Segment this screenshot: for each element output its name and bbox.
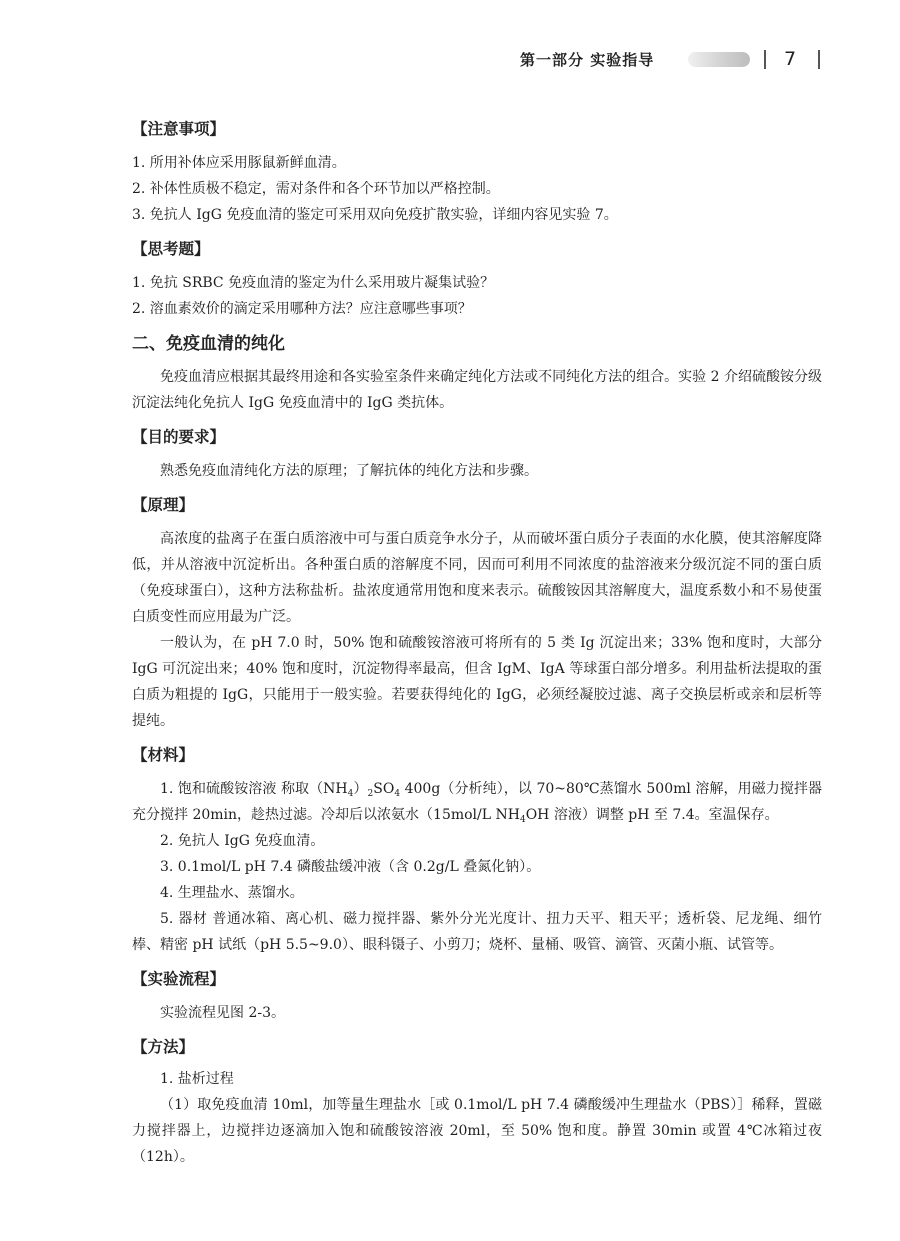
page-body: [132, 118, 822, 1170]
principle-heading: 【原理】: [132, 496, 195, 514]
questions-heading: 【思考题】: [132, 240, 210, 258]
materials-item-1: [132, 776, 822, 828]
materials-item-1-part-d: 400g（分析纯），以 70~80℃蒸馏水 500ml 溶解，用磁力搅拌器充分搅拌 20min，趁热过滤。冷却后以浓氨水（15mol/L NH: [132, 781, 823, 823]
materials-heading: 【材料】: [132, 746, 195, 764]
header-decorative-bar: [688, 52, 750, 67]
running-header-title: 第一部分 实验指导: [520, 51, 655, 69]
notes-item-1: 1. 所用补体应采用豚鼠新鲜血清。: [132, 155, 346, 171]
subscript-2: 2: [367, 789, 374, 799]
principle-paragraph-2: 一般认为，在 pH 7.0 时，50% 饱和硫酸铵溶液可将所有的 5 类 Ig 沉淀出来；33% 饱和度时，大部分 IgG 可沉淀出来；40% 饱和度时，沉淀物得率最高，但含 IgM、IgA 等球蛋白部分增多。利用盐析法提取的蛋白质为粗提的 IgG，只能用于一般实验。若要获得纯化的 IgG，必须经凝胶过滤、离子交换层析或亲和层析等提纯。: [132, 635, 822, 729]
materials-item-1-part-b: ）: [353, 781, 368, 797]
questions-item-1: 1. 免抗 SRBC 免疫血清的鉴定为什么采用玻片凝集试验？: [132, 275, 495, 291]
subscript-4a: 4: [347, 789, 354, 799]
method-subheading-1: 1. 盐析过程: [160, 1071, 234, 1087]
notes-item-3: 3. 免抗人 IgG 免疫血清的鉴定可采用双向免疫扩散实验，详细内容见实验 7。: [132, 207, 618, 223]
materials-item-1-part-a: 1. 饱和硫酸铵溶液 称取（NH: [160, 781, 348, 797]
aims-text: 熟悉免疫血清纯化方法的原理；了解抗体的纯化方法和步骤。: [160, 463, 538, 479]
header-divider-left: [764, 50, 766, 69]
section-intro: 免疫血清应根据其最终用途和各实验室条件来确定纯化方法或不同纯化方法的组合。实验 2 介绍硫酸铵分级沉淀法纯化免抗人 IgG 免疫血清中的 IgG 类抗体。: [132, 369, 822, 411]
materials-item-2: 2. 免抗人 IgG 免疫血清。: [160, 833, 325, 849]
materials-item-3: 3. 0.1mol/L pH 7.4 磷酸盐缓冲液（含 0.2g/L 叠氮化钠）。: [160, 859, 541, 875]
notes-item-2: 2. 补体性质极不稳定，需对条件和各个环节加以严格控制。: [132, 181, 500, 197]
flow-text: 实验流程见图 2-3。: [160, 1005, 285, 1021]
materials-item-4: 4. 生理盐水、蒸馏水。: [160, 885, 304, 901]
questions-item-2: 2. 溶血素效价的滴定采用哪种方法？应注意哪些事项？: [132, 301, 472, 317]
aims-heading: 【目的要求】: [132, 428, 226, 446]
section-title: 二、免疫血清的纯化: [132, 334, 285, 354]
materials-item-1-part-c: SO: [373, 781, 395, 797]
notes-heading: 【注意事项】: [132, 120, 226, 138]
method-heading: 【方法】: [132, 1038, 195, 1056]
principle-paragraph-1: 高浓度的盐离子在蛋白质溶液中可与蛋白质竞争水分子，从而破坏蛋白质分子表面的水化膜，使其溶解度降低，并从溶液中沉淀析出。各种蛋白质的溶解度不同，因而可利用不同浓度的盐溶液来分级沉淀不同的蛋白质（免疫球蛋白），这种方法称盐析。盐浓度通常用饱和度来表示。硫酸铵因其溶解度大，温度系数小和不易使蛋白质变性而应用最为广泛。: [132, 531, 822, 625]
subscript-4b: 4: [394, 789, 401, 799]
method-step-1: （1）取免疫血清 10ml，加等量生理盐水［或 0.1mol/L pH 7.4 磷酸缓冲生理盐水（PBS）］稀释，置磁力搅拌器上，边搅拌边逐滴加入饱和硫酸铵溶液 20ml，至 50% 饱和度。静置 30min 或置 4℃冰箱过夜（12h）。: [132, 1097, 822, 1165]
page-number: 7: [784, 48, 797, 70]
subscript-4c: 4: [519, 815, 526, 825]
materials-item-5: 5. 器材 普通冰箱、离心机、磁力搅拌器、紫外分光光度计、扭力天平、粗天平；透析袋、尼龙绳、细竹棒、精密 pH 试纸（pH 5.5~9.0）、眼科镊子、小剪刀；烧杯、量桶、吸管、滴管、灭菌小瓶、试管等。: [132, 911, 822, 953]
flow-heading: 【实验流程】: [132, 970, 226, 988]
materials-item-1-part-e: OH 溶液）调整 pH 至 7.4。室温保存。: [525, 807, 779, 823]
header-divider-right: [818, 50, 820, 69]
